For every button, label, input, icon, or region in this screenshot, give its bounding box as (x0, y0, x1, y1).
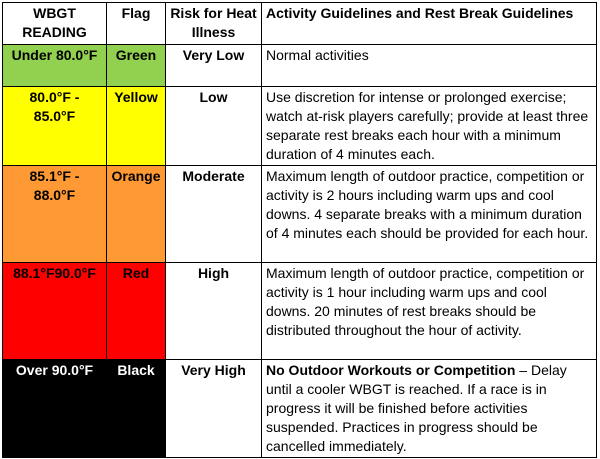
table-row (3, 45, 597, 87)
guideline-cell (262, 166, 597, 263)
flag-cell: Orange (107, 166, 166, 263)
guideline-cell (262, 45, 597, 87)
table-row (3, 263, 597, 360)
table-row (3, 87, 597, 166)
flag-cell: Yellow (107, 87, 166, 166)
wbgt-reading-cell: 88.1°F90.0°F (3, 263, 107, 360)
flag-cell: Red (107, 263, 166, 360)
guideline-text: – Delay until a cooler WBGT is reached. If a race is in progress it will be finished before activities suspended. Practices in progress should be cancelled immediately. (266, 362, 567, 454)
guideline-text: Normal activities (266, 47, 369, 63)
header-flag: Flag (107, 3, 166, 45)
guideline-cell (262, 263, 597, 360)
wbgt-guidelines-table (2, 2, 597, 458)
header-wbgt-reading: WBGT READING (3, 3, 107, 45)
flag-cell: Black (107, 360, 166, 458)
wbgt-reading-cell: 80.0°F - 85.0°F (3, 87, 107, 166)
guideline-text: Maximum length of outdoor practice, competition or activity is 2 hours including warm ups and cool downs. 4 separate breaks with a minimum duration of 4 minutes each should be provided for each hour. (266, 168, 589, 241)
guideline-cell (262, 87, 597, 166)
guideline-text: Maximum length of outdoor practice, competition or activity is 1 hour including warm ups and cool downs. 20 minutes of rest breaks should be distributed throughout the hour of activity. (266, 265, 585, 338)
table-row (3, 166, 597, 263)
header-guidelines: Activity Guidelines and Rest Break Guidelines (262, 3, 597, 45)
flag-cell: Green (107, 45, 166, 87)
risk-cell: Low (166, 87, 262, 166)
risk-cell: High (166, 263, 262, 360)
wbgt-reading-cell: Under 80.0°F (3, 45, 107, 87)
risk-cell: Very Low (166, 45, 262, 87)
guideline-text: Use discretion for intense or prolonged exercise; watch at-risk players carefully; provide at least three separate rest breaks each hour with a minimum duration of 4 minutes each. (266, 89, 589, 162)
risk-cell: Moderate (166, 166, 262, 263)
guideline-cell (262, 360, 597, 458)
guideline-bold-text: No Outdoor Workouts or Competition (266, 362, 516, 378)
table-row (3, 360, 597, 458)
wbgt-reading-cell: 85.1°F - 88.0°F (3, 166, 107, 263)
risk-cell: Very High (166, 360, 262, 458)
header-row (3, 3, 597, 45)
header-risk: Risk for Heat Illness (166, 3, 262, 45)
wbgt-reading-cell: Over 90.0°F (3, 360, 107, 458)
